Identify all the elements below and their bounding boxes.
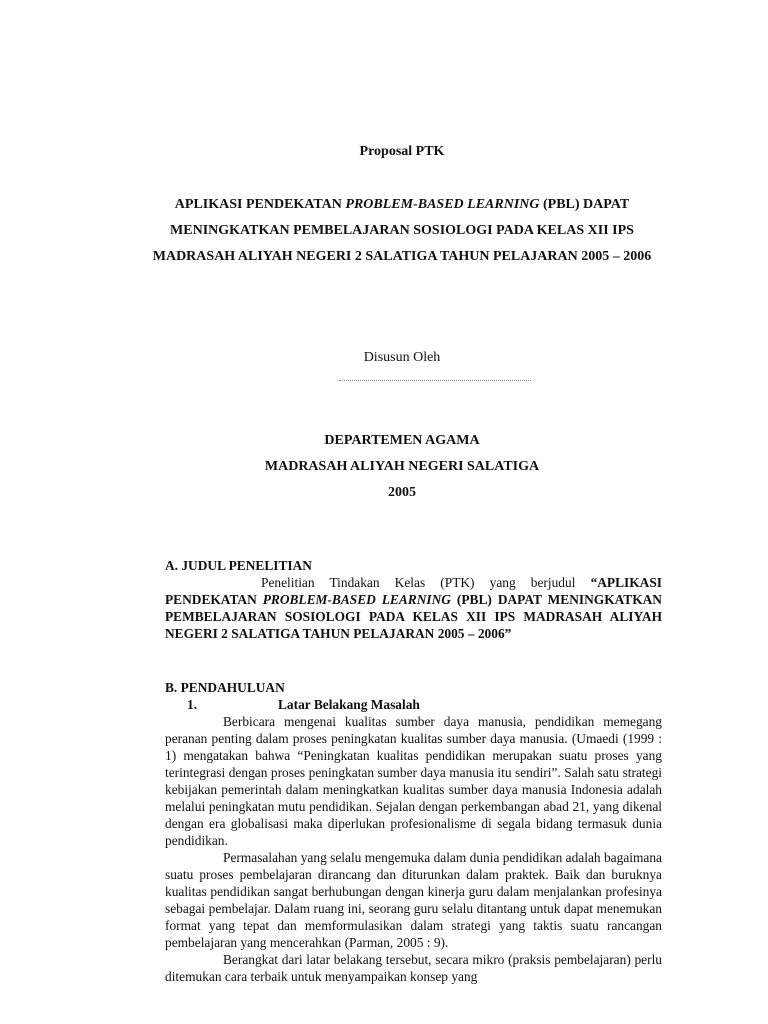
title-text-end: (PBL) DAPAT MENINGKATKAN PEMBELAJARAN SOSIOLOGI PADA KELAS XII IPS MADRASAH ALIYAH NEGERI 2 SALATIGA TAHUN PELAJARAN 2005 – 2006 (152, 197, 652, 264)
section-b-heading: B. PENDAHULUAN (165, 680, 285, 695)
document-label: Proposal PTK (359, 144, 445, 159)
section-a-bold-start: “APLIKASI PENDEKATAN (165, 575, 662, 607)
section-a-heading: A. JUDUL PENELITIAN (165, 558, 312, 573)
author-dotted-line (339, 380, 531, 381)
section-a-bold-end: (PBL) DAPAT MENINGKATKAN PEMBELAJARAN SOSIOLOGI PADA KELAS XII IPS MADRASAH ALIYAH NEGERI 2 SALATIGA TAHUN PELAJARAN 2005 – 2006” (165, 592, 662, 641)
subsection-title: Latar Belakang Masalah (278, 697, 420, 712)
paragraph-2: Permasalahan yang selalu mengemuka dalam dunia pendidikan adalah bagaimana suatu proses pembelajaran dirancang dan diturunkan dalam praktek. Baik dan buruknya kualitas pendidikan sangat berhubungan dengan kinerja guru dalam menjalankan profesinya sebagai pembelajar. Dalam ruang ini, seorang guru selalu ditantang untuk dapat menemukan format yang tepat dan memformulasikan dalam strategi yang taktis suatu rancangan pembelajaran yang mencerahkan (Parman, 2005 : 9). (165, 850, 662, 950)
section-a-bold-italic: PROBLEM-BASED LEARNING (262, 592, 451, 607)
document-title (140, 192, 664, 270)
document-year: 2005 (388, 485, 416, 500)
subsection-number: 1. (187, 697, 198, 712)
title-text-start: APLIKASI PENDEKATAN (174, 197, 346, 212)
subsection-heading (165, 696, 662, 713)
authored-by-label: Disusun Oleh (363, 350, 441, 365)
paragraph-1: Berbicara mengenai kualitas sumber daya manusia, pendidikan memegang peranan penting dalam proses peningkatan kualitas sumber daya manusia. (Umaedi (1999 : 1) mengatakan bahwa “Peningkatan kualitas pendidikan merupakan suatu proses yang terintegrasi dengan proses peningkatan sumber daya manusia itu sendiri”. Salah satu strategi kebijakan pemerintah dalam meningkatkan kualitas sumber daya manusia Indonesia adalah melalui peningkatan mutu pendidikan. Sejalan dengan perkembangan abad 21, yang dikenal dengan era globalisasi maka diperlukan profesionalisme di segala bidang termasuk dunia pendidikan. (165, 714, 662, 848)
section-pendahuluan (165, 679, 662, 985)
paragraph-3: Berangkat dari latar belakang tersebut, secara mikro (praksis pembelajaran) perlu ditemukan cara terbaik untuk menyampaikan konsep yang (165, 952, 662, 984)
title-text-italic: PROBLEM-BASED LEARNING (345, 197, 540, 212)
section-a-paragraph (165, 574, 662, 642)
institution-name: MADRASAH ALIYAH NEGERI SALATIGA (264, 459, 540, 474)
section-a-text: Penelitian Tindakan Kelas (PTK) yang berjudul (261, 575, 591, 590)
section-judul-penelitian (165, 557, 662, 642)
department-name: DEPARTEMEN AGAMA (324, 433, 480, 448)
institution-block (140, 428, 664, 506)
